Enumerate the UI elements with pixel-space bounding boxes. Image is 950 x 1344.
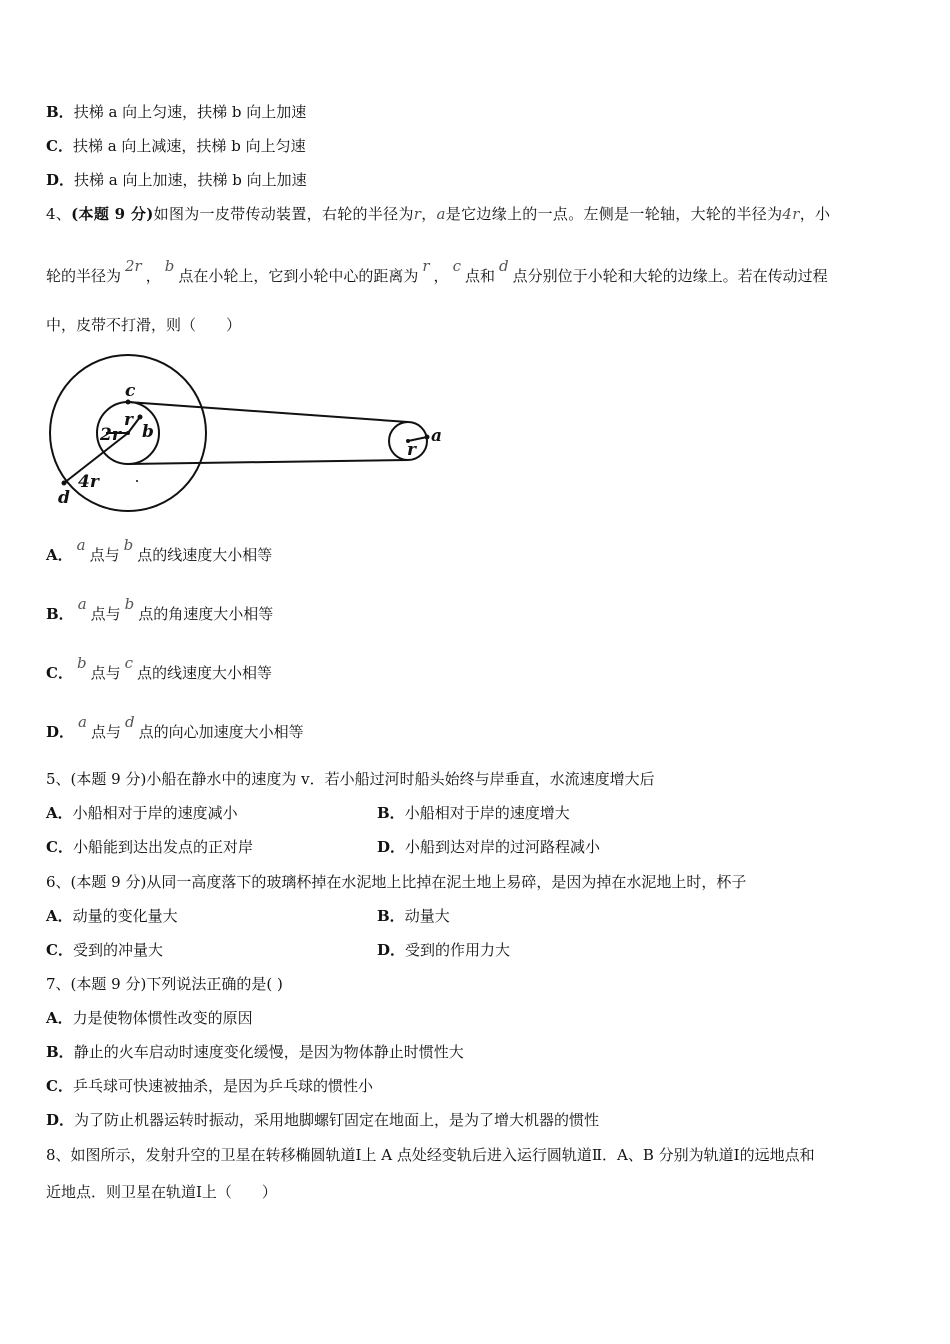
option-label: D． (377, 838, 406, 856)
math-d: d (498, 257, 509, 275)
center-left (126, 431, 130, 435)
label-c: c (125, 381, 136, 401)
stem-text: 8、如图所示，发射升空的卫星在转移椭圆轨道Ⅰ上 A 点处经变轨后进入运行圆轨道Ⅱ．A、B 分别为轨道Ⅰ的远地点和 (46, 1146, 815, 1164)
label-2r: 2r (100, 425, 121, 445)
option-text: 点的线速度大小相等 (137, 546, 273, 564)
option-text: 点与 (89, 546, 120, 564)
q4-option-c (46, 654, 272, 683)
math-r: r (422, 257, 430, 275)
q3-option-b (46, 102, 306, 122)
option-text: 点的向心加速度大小相等 (138, 723, 304, 741)
q7-option-b (46, 1042, 464, 1062)
option-text: 点的角速度大小相等 (138, 605, 274, 623)
math-var: b (123, 536, 134, 554)
math-var: a (77, 595, 87, 613)
option-text: 静止的火车启动时速度变化缓慢，是因为物体静止时惯性大 (73, 1043, 464, 1061)
option-text: 小船到达对岸的过河路程减小 (405, 838, 601, 856)
q5-option-d (377, 837, 600, 857)
q7-option-a (46, 1008, 253, 1028)
stem-text: (本题 9 分)小船在静水中的速度为 v．若小船过河时船头始终与岸垂直，水流速度增大后 (70, 770, 655, 788)
math-2r: 2r (125, 257, 142, 275)
option-text: 点与 (90, 723, 121, 741)
question-number: 6、 (46, 873, 71, 891)
stem-text: 点分别位于小轮和大轮的边缘上。若在传动过程 (512, 267, 828, 285)
math-r: r (413, 205, 422, 223)
stem-text: 如图为一皮带传动装置，右轮的半径为 (153, 205, 414, 223)
question-number: 4、 (46, 205, 72, 223)
stem-text: 中，皮带不打滑，则（ ） (46, 316, 242, 334)
label-r: r (124, 410, 133, 430)
option-text: 点的线速度大小相等 (136, 664, 272, 682)
option-label: C． (46, 137, 73, 155)
q6-stem (46, 872, 746, 892)
q5-stem (46, 769, 655, 789)
q6-option-a (46, 906, 178, 926)
option-text: 受到的作用力大 (405, 941, 511, 959)
q4-stem-line1 (46, 204, 830, 224)
q6-option-d (377, 940, 510, 960)
belt-drive-figure (40, 345, 460, 515)
label-d: d (58, 488, 70, 508)
math-var: c (124, 654, 133, 672)
option-text: 小船能到达出发点的正对岸 (72, 838, 253, 856)
math-4r: 4r (782, 205, 800, 223)
stray-dot (136, 480, 138, 482)
stem-text: (本题 9 分)下列说法正确的是( ) (70, 975, 283, 993)
q4-option-a (46, 536, 273, 565)
option-text: 点与 (90, 664, 121, 682)
option-label: B． (46, 1043, 74, 1061)
option-label: D． (377, 941, 406, 959)
stem-text: ，小 (799, 205, 831, 223)
option-text: 乒乓球可快速被抽杀，是因为乒乓球的惯性小 (72, 1077, 373, 1095)
q7-option-c (46, 1076, 373, 1096)
point-b (138, 415, 143, 420)
question-number: 5、 (46, 770, 71, 788)
option-text: 动量大 (404, 907, 450, 925)
option-text: 小船相对于岸的速度增大 (404, 804, 570, 822)
option-label: C． (46, 1077, 73, 1095)
label-b: b (142, 422, 154, 442)
q4-option-b (46, 595, 274, 624)
stem-text: 点和 (464, 267, 495, 285)
comma: ， (145, 267, 161, 285)
q7-option-d (46, 1110, 599, 1130)
point-a (425, 435, 430, 440)
stem-text: 点在小轮上，它到小轮中心的距离为 (178, 267, 419, 285)
option-label: B． (46, 103, 74, 121)
option-text: 小船相对于岸的速度减小 (72, 804, 238, 822)
option-label: A． (46, 907, 73, 925)
label-4r: 4r (78, 472, 99, 492)
q5-option-b (377, 803, 570, 823)
q4-stem-line3 (46, 315, 241, 335)
q4-option-d (46, 713, 304, 742)
option-label: C． (46, 838, 73, 856)
belt-top (128, 402, 408, 422)
q5-option-a (46, 803, 238, 823)
q6-option-b (377, 906, 450, 926)
option-text: 为了防止机器运转时振动，采用地脚螺钉固定在地面上，是为了增大机器的惯性 (74, 1111, 600, 1129)
q4-stem-line2 (46, 257, 828, 286)
option-label: C． (46, 664, 73, 682)
math-b: b (164, 257, 175, 275)
option-label: C． (46, 941, 73, 959)
option-text: 扶梯 a 向上匀速，扶梯 b 向上加速 (73, 103, 307, 121)
question-tag: (本题 9 分) (71, 205, 154, 223)
option-label: D． (46, 1111, 75, 1129)
option-text: 扶梯 a 向上减速，扶梯 b 向上匀速 (72, 137, 306, 155)
math-var: a (76, 536, 86, 554)
option-text: 动量的变化量大 (72, 907, 178, 925)
option-label: D． (46, 171, 75, 189)
point-d (62, 481, 67, 486)
option-label: B． (377, 907, 405, 925)
option-label: B． (46, 605, 74, 623)
math-c: c (452, 257, 461, 275)
stem-text: 是它边缘上的一点。左侧是一轮轴，大轮的半径为 (445, 205, 783, 223)
math-var: a (78, 713, 87, 731)
comma: ， (421, 205, 437, 223)
option-text: 力是使物体惯性改变的原因 (72, 1009, 253, 1027)
math-var: b (76, 654, 87, 672)
option-text: 扶梯 a 向上加速，扶梯 b 向上加速 (74, 171, 307, 189)
math-var: b (124, 595, 135, 613)
q7-stem (46, 974, 283, 994)
option-label: D． (46, 723, 75, 741)
option-label: A． (46, 546, 73, 564)
math-a: a (436, 205, 446, 223)
question-number: 7、 (46, 975, 71, 993)
stem-text: 近地点．则卫星在轨道Ⅰ上（ ） (46, 1183, 277, 1201)
option-text: 点与 (90, 605, 121, 623)
q3-option-d (46, 170, 307, 190)
q5-option-c (46, 837, 253, 857)
stem-text: 轮的半径为 (46, 267, 122, 285)
q3-option-c (46, 136, 306, 156)
option-text: 受到的冲量大 (72, 941, 163, 959)
option-label: A． (46, 804, 73, 822)
option-label: A． (46, 1009, 73, 1027)
belt-bottom (128, 460, 408, 464)
q8-stem-line1 (46, 1145, 815, 1165)
q6-option-c (46, 940, 163, 960)
math-var: d (124, 713, 135, 731)
q8-stem-line2 (46, 1182, 277, 1202)
label-a: a (431, 426, 443, 446)
option-label: B． (377, 804, 405, 822)
comma: ， (433, 267, 449, 285)
label-r-small: r (407, 440, 416, 460)
stem-text: (本题 9 分)从同一高度落下的玻璃杯掉在水泥地上比掉在泥土地上易碎，是因为掉在水泥地上时，杯子 (70, 873, 747, 891)
